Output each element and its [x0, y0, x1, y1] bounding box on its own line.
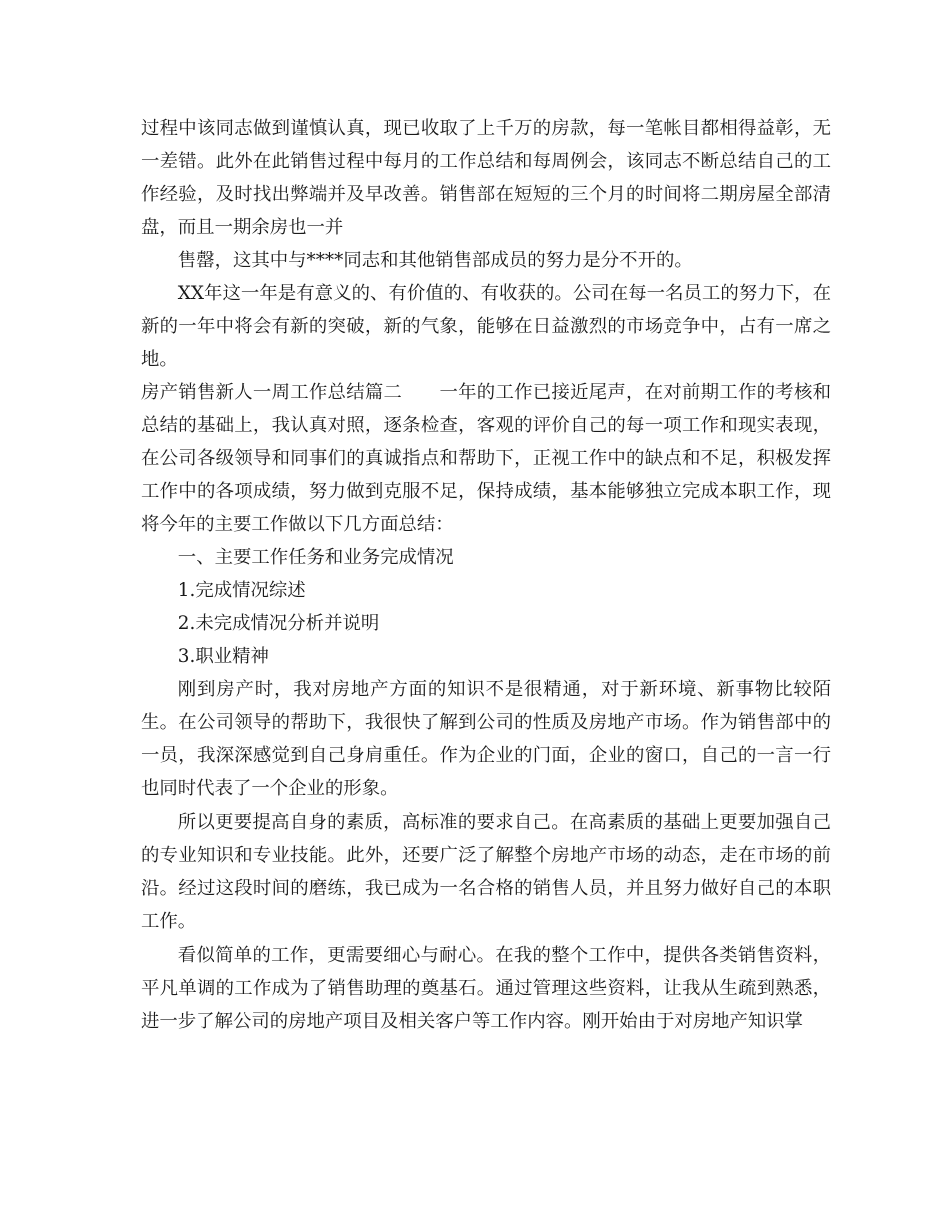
paragraph-self-improvement: 所以更要提高自身的素质，高标准的要求自己。在高素质的基础上更要加强自己的专业知识和专业技能。此外，还要广泛了解整个房地产市场的动态，走在市场的前沿。经过这段时间的磨练，我已成为一名合格的销售人员，并且努力做好自己的本职工作。	[141, 812, 831, 932]
list-item-completion-overview: 1.完成情况综述	[177, 580, 306, 601]
paragraph-continuation: 过程中该同志做到谨慎认真，现已收取了上千万的房款，每一笔帐目都相得益彰，无一差错。此外在此销售过程中每月的工作总结和每周例会，该同志不断总结自己的工作经验，及时找出弊端并及早改善。销售部在短短的三个月的时间将二期房屋全部清盘，而且一期余房也一并	[141, 118, 831, 238]
paragraph-first-arrival: 刚到房产时，我对房地产方面的知识不是很精通，对于新环境、新事物比较陌生。在公司领导的帮助下，我很快了解到公司的性质及房地产市场。作为销售部中的一员，我深深感觉到自己身肩重任。作为企业的门面，企业的窗口，自己的一言一行也同时代表了一个企业的形象。	[141, 679, 831, 799]
paragraph-section-two-intro: 房产销售新人一周工作总结篇二 一年的工作已接近尾声，在对前期工作的考核和总结的基础上，我认真对照，逐条检查，客观的评价自己的每一项工作和现实表现，在公司各级领导和同事们的真诚指点和帮助下，正视工作中的缺点和不足，积极发挥工作中的各项成绩，努力做到克服不足，保持成绩，基本能够独立完成本职工作，现将今年的主要工作做以下几方面总结：	[141, 382, 831, 535]
document-body	[141, 112, 831, 1038]
list-item-professional-spirit: 3.职业精神	[177, 646, 269, 667]
paragraph-simple-work: 看似简单的工作，更需要细心与耐心。在我的整个工作中，提供各类销售资料，平凡单调的工作成为了销售助理的奠基石。通过管理这些资料，让我从生疏到熟悉，进一步了解公司的房地产项目及相关客户等工作内容。刚开始由于对房地产知识掌	[141, 945, 831, 1032]
paragraph-year-summary: XX年这一年是有意义的、有价值的、有收获的。公司在每一名员工的努力下，在新的一年中将会有新的突破，新的气象，能够在日益激烈的市场竞争中，占有一席之地。	[141, 283, 831, 370]
paragraph-sold-out: 售罄，这其中与****同志和其他销售部成员的努力是分不开的。	[177, 250, 693, 271]
list-item-incomplete-analysis: 2.未完成情况分析并说明	[177, 613, 380, 634]
heading-main-tasks: 一、主要工作任务和业务完成情况	[177, 547, 454, 568]
